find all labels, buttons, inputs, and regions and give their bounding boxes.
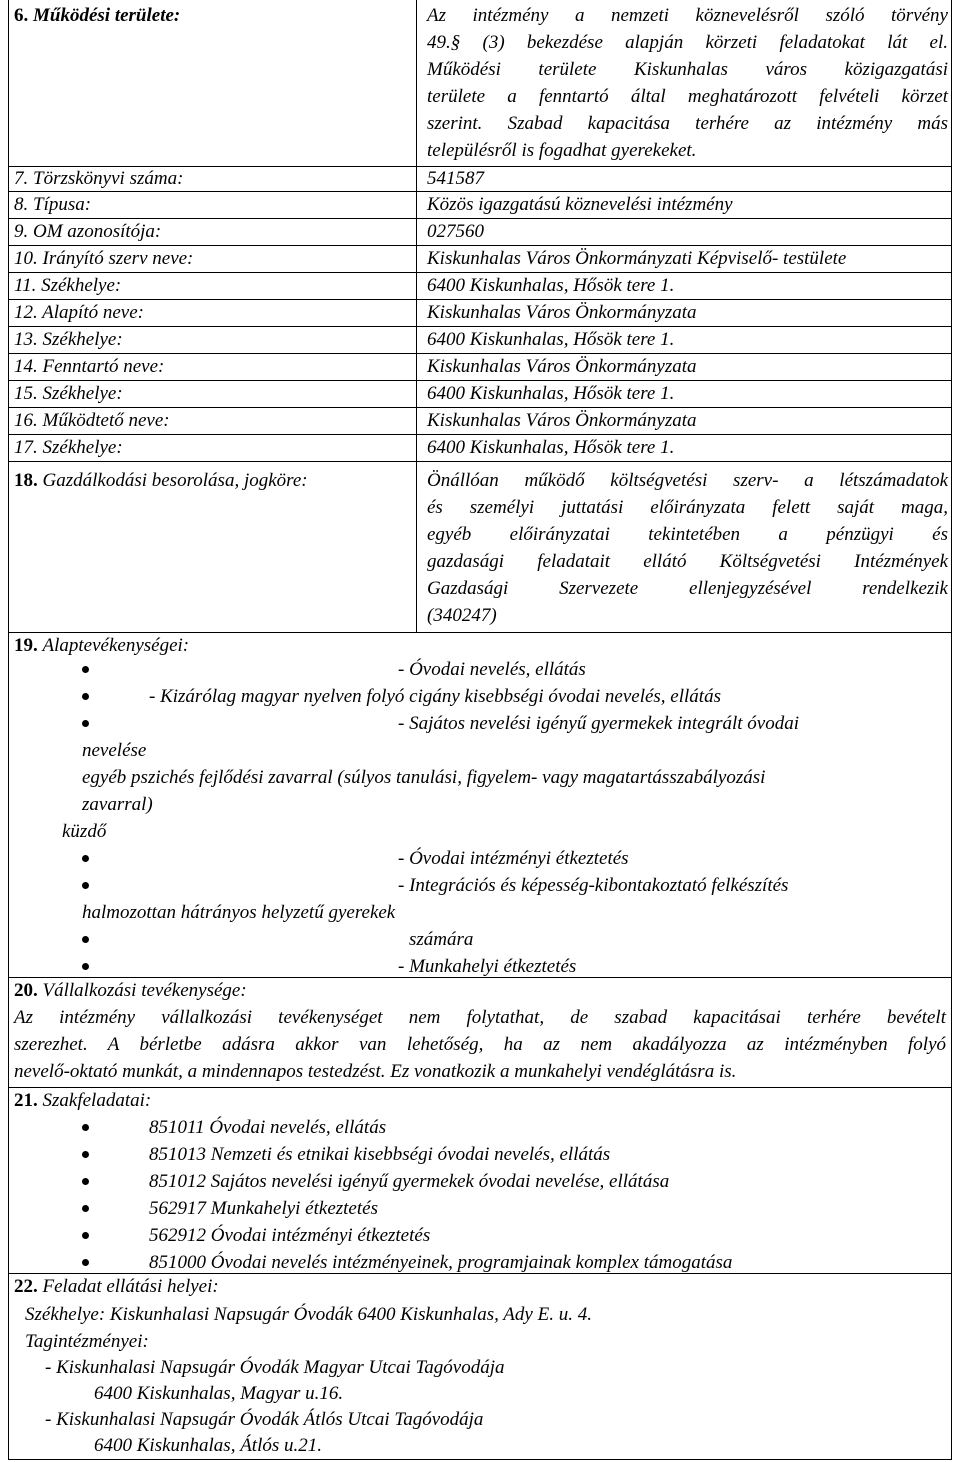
activity-line: - Integrációs és képesség-kibontakoztató felkészítés — [398, 875, 789, 896]
row-18-value-line: és személyi juttatási előirányzata felett saját maga, — [427, 497, 948, 518]
section-20-number: 20. — [14, 980, 38, 1001]
row-14-value: Kiskunhalas Város Önkormányzata — [427, 356, 697, 377]
task-item: 851000 Óvodai nevelés intézményeinek, programjainak komplex támogatása — [149, 1252, 733, 1273]
bullet-icon — [82, 1259, 89, 1266]
row-divider — [8, 353, 952, 354]
task-item: 851011 Óvodai nevelés, ellátás — [149, 1117, 387, 1138]
row-6-label — [14, 5, 180, 27]
activity-line: egyéb pszichés fejlődési zavarral (súlyos tanulási, figyelem- vagy magatartásszabályozási — [82, 767, 766, 788]
column-divider — [416, 0, 417, 632]
bullet-icon — [82, 1178, 89, 1185]
row-6-title: Működési területe: — [33, 5, 181, 26]
section-21-title — [14, 1090, 151, 1112]
activity-line: küzdő — [62, 821, 107, 842]
row-9-value: 027560 — [427, 221, 484, 242]
row-17-label: 17. Székhelye: — [14, 437, 123, 458]
bullet-icon — [82, 963, 89, 970]
row-6-value-line: 49.§ (3) bekezdése alapján körzeti feladatokat lát el. — [427, 32, 948, 53]
activity-line: számára — [409, 929, 474, 950]
branch-address: 6400 Kiskunhalas, Magyar u.16. — [94, 1383, 344, 1404]
row-7-value: 541587 — [427, 168, 484, 189]
activity-line: halmozottan hátrányos helyzetű gyerekek — [82, 902, 396, 923]
row-6-number: 6. — [14, 5, 29, 26]
section-19-number: 19. — [14, 635, 38, 656]
section-19-label: Alaptevékenységei: — [42, 635, 190, 656]
bullet-icon — [82, 936, 89, 943]
row-11-label: 11. Székhelye: — [14, 275, 122, 296]
row-6-value-line: Működési területe Kiskunhalas város közigazgatási — [427, 59, 948, 80]
row-16-label: 16. Működtető neve: — [14, 410, 170, 431]
row-18-number: 18. — [14, 470, 38, 491]
row-10-label: 10. Irányító szerv neve: — [14, 248, 194, 269]
row-divider — [8, 299, 952, 300]
row-7-label: 7. Törzskönyvi száma: — [14, 168, 184, 189]
row-6-value-line: Az intézmény a nemzeti köznevelésről szóló törvény — [427, 5, 948, 26]
row-6-value-line: területe a fenntartó által meghatározott felvételi körzet — [427, 86, 948, 107]
bullet-icon — [82, 855, 89, 862]
row-6-value-line: szerint. Szabad kapacitása terhére az intézmény más — [427, 113, 948, 134]
row-9-label: 9. OM azonosítója: — [14, 221, 162, 242]
activity-line: nevelése — [82, 740, 147, 761]
row-13-label: 13. Székhelye: — [14, 329, 123, 350]
activity-line: - Munkahelyi étkeztetés — [398, 956, 577, 977]
row-18-value-line: gazdasági feladatait ellátó Költségvetési Intézmények — [427, 551, 948, 572]
row-divider — [8, 191, 952, 192]
branch-address: 6400 Kiskunhalas, Átlós u.21. — [94, 1435, 323, 1456]
activity-line: - Óvodai nevelés, ellátás — [398, 659, 586, 680]
row-divider — [8, 632, 952, 633]
task-item: 562912 Óvodai intézményi étkeztetés — [149, 1225, 431, 1246]
section-22-title — [14, 1276, 219, 1298]
row-13-value: 6400 Kiskunhalas, Hősök tere 1. — [427, 329, 675, 350]
row-18-label — [14, 470, 308, 492]
row-12-value: Kiskunhalas Város Önkormányzata — [427, 302, 697, 323]
row-15-value: 6400 Kiskunhalas, Hősök tere 1. — [427, 383, 675, 404]
branches-title: Tagintézményei: — [25, 1331, 149, 1352]
activity-line: zavarral) — [82, 794, 153, 815]
enterprise-text-line: szerezhet. A bérletbe adásra akkor van lehetőség, ha az nem akadályozza az intézményben folyó — [14, 1034, 946, 1055]
row-divider — [8, 434, 952, 435]
section-21-label: Szakfeladatai: — [42, 1090, 152, 1111]
bullet-icon — [82, 666, 89, 673]
row-divider — [8, 407, 952, 408]
row-18-value-line: Önállóan működő költségvetési szerv- a létszámadatok — [427, 470, 948, 491]
section-21-number: 21. — [14, 1090, 38, 1111]
row-6-value-line: településről is fogadhat gyerekeket. — [427, 140, 697, 161]
row-18-title: Gazdálkodási besorolása, jogköre: — [42, 470, 308, 491]
row-divider — [8, 272, 952, 273]
row-divider — [8, 461, 952, 462]
row-divider — [8, 218, 952, 219]
task-item: 851012 Sajátos nevelési igényű gyermekek óvodai nevelése, ellátása — [149, 1171, 670, 1192]
row-8-value: Közös igazgatású köznevelési intézmény — [427, 194, 733, 215]
section-19-title — [14, 635, 189, 657]
seat-address: Székhelye: Kiskunhalasi Napsugár Óvodák 6400 Kiskunhalas, Ady E. u. 4. — [25, 1304, 592, 1325]
section-22-label: Feladat ellátási helyei: — [42, 1276, 219, 1297]
row-8-label: 8. Típusa: — [14, 194, 92, 215]
row-divider — [8, 245, 952, 246]
activity-line: - Óvodai intézményi étkeztetés — [398, 848, 629, 869]
bullet-icon — [82, 693, 89, 700]
row-divider — [8, 166, 952, 167]
section-22-number: 22. — [14, 1276, 38, 1297]
bullet-icon — [82, 1232, 89, 1239]
row-divider — [8, 326, 952, 327]
bullet-icon — [82, 1124, 89, 1131]
row-11-value: 6400 Kiskunhalas, Hősök tere 1. — [427, 275, 675, 296]
bullet-icon — [82, 1151, 89, 1158]
row-17-value: 6400 Kiskunhalas, Hősök tere 1. — [427, 437, 675, 458]
branch-name: - Kiskunhalasi Napsugár Óvodák Magyar Utcai Tagóvodája — [45, 1357, 505, 1378]
row-12-label: 12. Alapító neve: — [14, 302, 144, 323]
bullet-icon — [82, 882, 89, 889]
row-18-value-line: Gazdasági Szervezete ellenjegyzésével rendelkezik — [427, 578, 948, 599]
row-10-value: Kiskunhalas Város Önkormányzati Képviselő- testülete — [427, 248, 847, 269]
activity-line: - Sajátos nevelési igényű gyermekek integrált óvodai — [398, 713, 799, 734]
row-divider — [8, 1087, 952, 1088]
row-14-label: 14. Fenntartó neve: — [14, 356, 165, 377]
row-18-value-line: (340247) — [427, 605, 497, 626]
row-divider — [8, 380, 952, 381]
bullet-icon — [82, 1205, 89, 1212]
enterprise-text-line: nevelő-oktató munkát, a mindennapos testedzést. Ez vonatkozik a munkahelyi vendéglátásra is. — [14, 1061, 737, 1082]
task-item: 851013 Nemzeti és etnikai kisebbségi óvodai nevelés, ellátás — [149, 1144, 611, 1165]
branch-name: - Kiskunhalasi Napsugár Óvodák Átlós Utcai Tagóvodája — [45, 1409, 484, 1430]
activity-line: - Kizárólag magyar nyelven folyó cigány kisebbségi óvodai nevelés, ellátás — [149, 686, 721, 707]
task-item: 562917 Munkahelyi étkeztetés — [149, 1198, 378, 1219]
enterprise-text-line: Az intézmény vállalkozási tevékenységet nem folytathat, de szabad kapacitásai terhére bevételt — [14, 1007, 946, 1028]
row-16-value: Kiskunhalas Város Önkormányzata — [427, 410, 697, 431]
row-18-value-line: egyéb előirányzatai tekintetében a pénzügyi és — [427, 524, 948, 545]
section-20-label: Vállalkozási tevékenysége: — [42, 980, 247, 1001]
bullet-icon — [82, 720, 89, 727]
row-15-label: 15. Székhelye: — [14, 383, 123, 404]
section-20-title — [14, 980, 247, 1002]
